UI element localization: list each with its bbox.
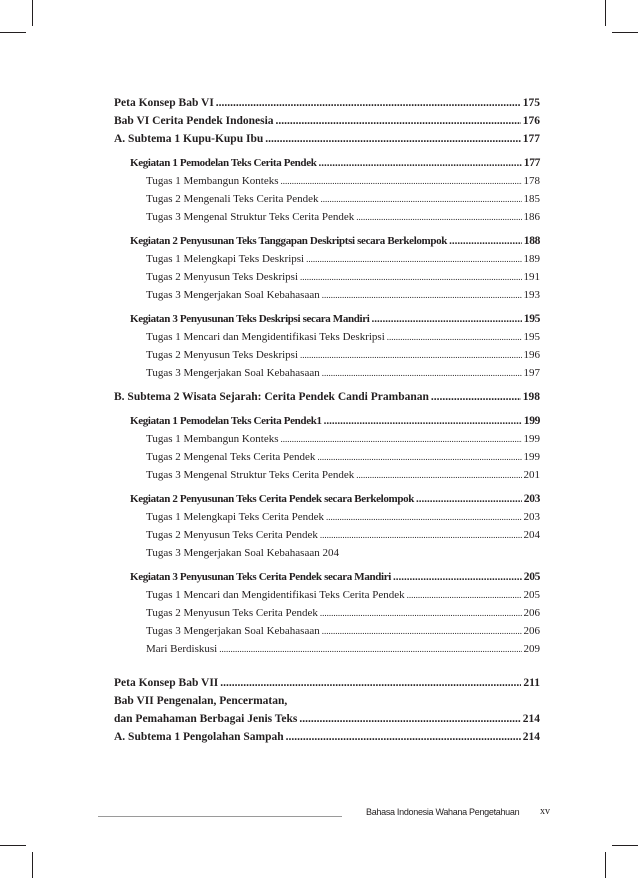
toc-entry-label: Kegiatan 2 Penyusunan Teks Tanggapan Deskriptsi secara Berkelompok — [130, 235, 448, 247]
toc-entry — [114, 388, 540, 406]
toc-entry-page: 196 — [523, 349, 540, 361]
toc-entry — [114, 568, 540, 586]
toc-entry — [114, 364, 540, 382]
toc-dot-leader — [356, 208, 521, 226]
toc-dot-leader — [299, 710, 520, 728]
toc-entry — [114, 310, 540, 328]
toc-entry — [114, 412, 540, 430]
crop-mark — [32, 0, 33, 26]
toc-entry-label: Tugas 1 Membangun Konteks — [146, 433, 279, 445]
toc-dot-leader — [265, 130, 521, 148]
toc-entry-page: 197 — [523, 367, 540, 379]
toc-entry — [114, 526, 540, 544]
crop-mark — [612, 32, 638, 33]
toc-entry-label: Kegiatan 1 Pemodelan Teks Cerita Pendek — [130, 157, 317, 169]
toc-entry — [114, 154, 540, 172]
toc-entry-label: dan Pemahaman Berbagai Jenis Teks — [114, 713, 298, 725]
toc-entry — [114, 710, 540, 728]
toc-entry-label: Bab VII Pengenalan, Pencermatan, — [114, 695, 288, 707]
toc-entry-label: Tugas 2 Menyusun Teks Cerita Pendek — [146, 529, 318, 541]
toc-dot-leader — [219, 640, 521, 658]
toc-entry — [114, 640, 540, 658]
toc-entry-page: 186 — [523, 211, 540, 223]
toc-entry — [114, 190, 540, 208]
toc-entry — [114, 544, 540, 562]
toc-entry-label: Peta Konsep Bab VII — [114, 677, 219, 689]
footer-page-number: xv — [540, 806, 550, 817]
toc-entry-label: Tugas 2 Mengenal Teks Cerita Pendek — [146, 451, 316, 463]
toc-entry-label: Kegiatan 3 Penyusunan Teks Deskripsi secara Mandiri — [130, 313, 370, 325]
toc-entry-label: Tugas 3 Mengerjakan Soal Kebahasaan — [146, 367, 320, 379]
toc-entry-page: 176 — [522, 115, 540, 127]
toc-dot-leader — [431, 388, 521, 406]
toc-entry-label: Tugas 2 Menyusun Teks Deskripsi — [146, 271, 299, 283]
toc-dot-leader — [387, 328, 522, 346]
footer-book-title: Bahasa Indonesia Wahana Pengetahuan — [366, 807, 520, 817]
toc-entry — [114, 728, 540, 746]
toc-entry-label: Tugas 2 Mengenali Teks Cerita Pendek — [146, 193, 319, 205]
toc-entry-page: 195 — [523, 331, 540, 343]
toc-dot-leader — [276, 112, 521, 130]
toc-dot-leader — [319, 154, 522, 172]
toc-entry-page: 206 — [523, 625, 540, 637]
toc-entry-label: Peta Konsep Bab VI — [114, 97, 214, 109]
crop-mark — [605, 852, 606, 878]
toc-entry-page: 206 — [523, 607, 540, 619]
toc-dot-leader — [356, 466, 521, 484]
toc-entry-page: 201 — [523, 469, 540, 481]
toc-entry-label: Tugas 3 Mengenal Struktur Teks Cerita Pendek — [146, 469, 355, 481]
toc-entry-label: Tugas 1 Mencari dan Mengidentifikasi Teks Cerita Pendek — [146, 589, 405, 601]
toc-dot-leader — [449, 232, 522, 250]
toc-entry — [114, 328, 540, 346]
toc-entry-page: 177 — [523, 157, 540, 169]
toc-entry-label: Kegiatan 1 Pemodelan Teks Cerita Pendek1 — [130, 415, 322, 427]
toc-dot-leader — [324, 412, 522, 430]
toc-entry-page: 209 — [523, 643, 540, 655]
toc-entry-page: 188 — [523, 235, 540, 247]
toc-entry-page: 185 — [523, 193, 540, 205]
crop-mark — [605, 0, 606, 26]
toc-entry-page: 175 — [522, 97, 540, 109]
toc-entry-label: Mari Berdiskusi — [146, 643, 218, 655]
toc-dot-leader — [300, 346, 521, 364]
toc-entry-label: Tugas 3 Mengerjakan Soal Kebahasaan — [146, 625, 320, 637]
toc-entry — [114, 208, 540, 226]
toc-entry — [114, 94, 540, 112]
toc-entry-label: B. Subtema 2 Wisata Sejarah: Cerita Pendek Candi Prambanan — [114, 391, 429, 403]
toc-entry-page: 203 — [523, 511, 540, 523]
toc-entry-label: A. Subtema 1 Kupu-Kupu Ibu — [114, 133, 264, 145]
toc-entry — [114, 268, 540, 286]
footer-rule — [98, 816, 342, 817]
toc-entry-page: 198 — [522, 391, 540, 403]
toc-entry-label: Kegiatan 3 Penyusunan Teks Cerita Pendek secara Mandiri — [130, 571, 391, 583]
toc-entry — [114, 692, 540, 710]
toc-entry — [114, 286, 540, 304]
toc-dot-leader — [281, 430, 522, 448]
toc-entry-page: 204 — [523, 529, 540, 541]
toc-entry-page: 193 — [523, 289, 540, 301]
toc-entry — [114, 112, 540, 130]
toc-entry — [114, 250, 540, 268]
toc-entry-label: Tugas 3 Mengerjakan Soal Kebahasaan — [146, 289, 320, 301]
toc-entry — [114, 604, 540, 622]
toc-dot-leader — [322, 622, 522, 640]
toc-entry — [114, 448, 540, 466]
crop-mark — [0, 32, 26, 33]
toc-entry-page: 199 — [523, 433, 540, 445]
toc-entry — [114, 622, 540, 640]
toc-entry-label: Tugas 1 Membangun Konteks — [146, 175, 279, 187]
toc-entry — [114, 172, 540, 190]
toc-entry — [114, 430, 540, 448]
toc-dot-leader — [281, 172, 522, 190]
toc-entry-page: 214 — [522, 731, 540, 743]
toc-dot-leader — [393, 568, 522, 586]
toc-entry — [114, 586, 540, 604]
toc-entry-label: Tugas 3 Mengerjakan Soal Kebahasaan 204 — [146, 547, 339, 559]
crop-mark — [612, 845, 638, 846]
toc-entry-page: 191 — [523, 271, 540, 283]
toc-dot-leader — [371, 310, 521, 328]
toc-entry-page: 205 — [523, 571, 540, 583]
toc-dot-leader — [320, 526, 522, 544]
toc-dot-leader — [216, 94, 521, 112]
toc-dot-leader — [407, 586, 522, 604]
toc-entry-page: 205 — [523, 589, 540, 601]
toc-entry-page: 195 — [523, 313, 540, 325]
toc-entry — [114, 466, 540, 484]
toc-dot-leader — [320, 604, 522, 622]
toc-dot-leader — [322, 286, 522, 304]
toc-entry-page: 211 — [523, 677, 540, 689]
toc-dot-leader — [306, 250, 521, 268]
toc-entry-label: Tugas 3 Mengenal Struktur Teks Cerita Pendek — [146, 211, 355, 223]
toc-entry-page: 203 — [523, 493, 540, 505]
toc-dot-leader — [317, 448, 521, 466]
toc-entry — [114, 130, 540, 148]
toc-entry — [114, 346, 540, 364]
toc-entry-label: Tugas 1 Mencari dan Mengidentifikasi Teks Deskripsi — [146, 331, 385, 343]
toc-entry-page: 199 — [523, 415, 540, 427]
toc-entry — [114, 490, 540, 508]
toc-entry — [114, 232, 540, 250]
toc-entry — [114, 508, 540, 526]
crop-mark — [0, 845, 26, 846]
toc-entry-label: Tugas 2 Menyusun Teks Deskripsi — [146, 349, 299, 361]
toc-entry — [114, 674, 540, 692]
toc-entry-label: Tugas 1 Melengkapi Teks Cerita Pendek — [146, 511, 324, 523]
toc-entry-label: Tugas 2 Menyusun Teks Cerita Pendek — [146, 607, 318, 619]
toc-entry-page: 199 — [523, 451, 540, 463]
toc-entry-page: 178 — [523, 175, 540, 187]
toc-dot-leader — [416, 490, 522, 508]
toc-dot-leader — [320, 190, 521, 208]
toc-entry-page: 214 — [522, 713, 540, 725]
toc-entry-label: Tugas 1 Melengkapi Teks Deskripsi — [146, 253, 305, 265]
toc-dot-leader — [286, 728, 521, 746]
toc-entry-label: Kegiatan 2 Penyusunan Teks Cerita Pendek secara Berkelompok — [130, 493, 415, 505]
crop-mark — [32, 852, 33, 878]
toc-entry-page: 177 — [522, 133, 540, 145]
toc-entry-label: A. Subtema 1 Pengolahan Sampah — [114, 731, 284, 743]
toc-dot-leader — [326, 508, 522, 526]
toc-entry-label: Bab VI Cerita Pendek Indonesia — [114, 115, 274, 127]
toc-dot-leader — [300, 268, 521, 286]
toc-entry-page: 189 — [523, 253, 540, 265]
toc-dot-leader — [322, 364, 522, 382]
toc-dot-leader — [220, 674, 521, 692]
